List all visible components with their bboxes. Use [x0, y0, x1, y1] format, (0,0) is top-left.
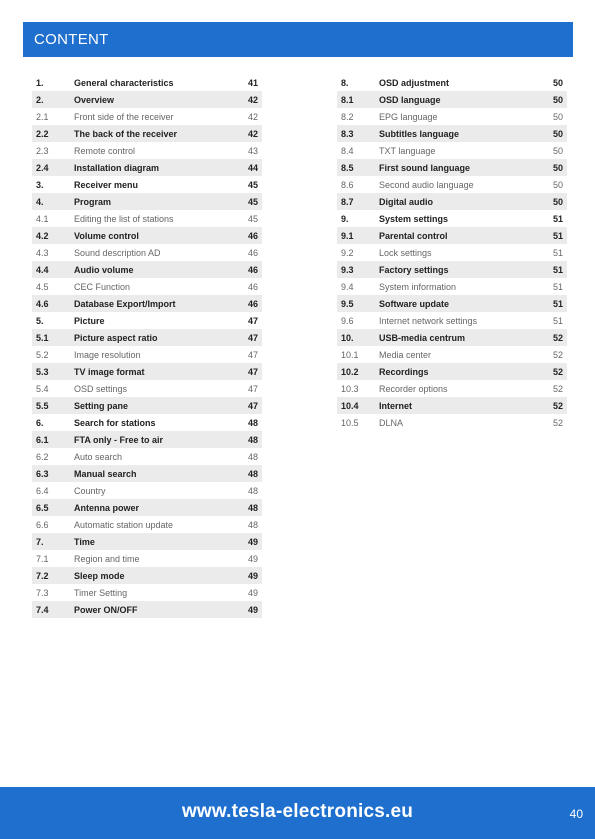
toc-entry-number: 5.3 — [36, 366, 49, 377]
toc-column-left — [32, 74, 262, 618]
toc-entry-page: 51 — [552, 298, 563, 309]
toc-entry-title: Volume control — [74, 230, 139, 241]
toc-entry-number: 7.1 — [36, 553, 49, 564]
toc-entry-number: 5.5 — [36, 400, 49, 411]
toc-entry-page: 52 — [552, 332, 563, 343]
toc-entry-number: 5.1 — [36, 332, 49, 343]
toc-entry-number: 7.2 — [36, 570, 49, 581]
toc-entry — [32, 380, 262, 397]
toc-entry-page: 51 — [552, 281, 563, 292]
toc-entry-page: 47 — [247, 400, 258, 411]
toc-entry — [337, 176, 567, 193]
toc-entry-title: First sound language — [379, 162, 471, 173]
toc-entry — [337, 108, 567, 125]
toc-entry-page: 48 — [247, 519, 258, 530]
toc-entry-title: Overview — [74, 94, 115, 105]
toc-entry-title: OSD adjustment — [379, 77, 450, 88]
toc-entry-title: Software update — [379, 298, 450, 309]
toc-entry — [32, 295, 262, 312]
toc-entry-title: CEC Function — [74, 281, 131, 292]
toc-entry-title: Automatic station update — [74, 519, 174, 530]
toc-entry-number: 7.4 — [36, 604, 49, 615]
toc-entry-title: FTA only - Free to air — [74, 434, 164, 445]
toc-entry-title: Country — [74, 485, 106, 496]
toc-entry-number: 9.5 — [341, 298, 354, 309]
toc-entry-title: Picture aspect ratio — [74, 332, 158, 343]
toc-entry-page: 45 — [247, 196, 258, 207]
toc-entry-number: 6.6 — [36, 519, 49, 530]
toc-entry — [32, 397, 262, 414]
toc-entry-page: 49 — [247, 553, 258, 564]
toc-entry-title: Media center — [379, 349, 432, 360]
toc-entry-title: Second audio language — [379, 179, 474, 190]
toc-entry — [337, 329, 567, 346]
toc-entry-number: 8.1 — [341, 94, 354, 105]
toc-entry — [32, 261, 262, 278]
toc-entry — [32, 584, 262, 601]
toc-entry — [337, 210, 567, 227]
toc-entry-title: Search for stations — [74, 417, 156, 428]
toc-entry-page: 50 — [552, 179, 563, 190]
toc-entry-title: Front side of the receiver — [74, 111, 174, 122]
toc-entry-title: OSD language — [379, 94, 441, 105]
toc-entry-page: 48 — [247, 485, 258, 496]
toc-entry — [32, 193, 262, 210]
toc-entry-number: 5. — [36, 315, 44, 326]
toc-entry — [32, 329, 262, 346]
toc-entry-title: Image resolution — [74, 349, 141, 360]
toc-entry-page: 46 — [247, 298, 258, 309]
toc-entry-page: 42 — [247, 94, 258, 105]
toc-entry-number: 5.2 — [36, 349, 49, 360]
toc-entry — [337, 193, 567, 210]
toc-entry-page: 45 — [247, 179, 258, 190]
toc-entry — [32, 533, 262, 550]
toc-entry — [32, 431, 262, 448]
toc-entry-number: 8.4 — [341, 145, 354, 156]
toc-entry — [337, 91, 567, 108]
toc-entry-title: Timer Setting — [74, 587, 128, 598]
toc-entry — [337, 397, 567, 414]
toc-entry-title: The back of the receiver — [74, 128, 178, 139]
toc-entry-page: 50 — [552, 94, 563, 105]
toc-entry-number: 3. — [36, 179, 44, 190]
toc-entry-title: Power ON/OFF — [74, 604, 138, 615]
toc-entry-number: 9.4 — [341, 281, 354, 292]
toc-entry-page: 50 — [552, 128, 563, 139]
website-url: www.tesla-electronics.eu — [181, 801, 414, 822]
toc-entry — [337, 380, 567, 397]
toc-entry-page: 42 — [247, 128, 258, 139]
toc-entry-number: 8.3 — [341, 128, 354, 139]
toc-entry-page: 46 — [247, 281, 258, 292]
toc-entry-number: 9.1 — [341, 230, 354, 241]
toc-entry-page: 51 — [552, 247, 563, 258]
toc-entry-title: Manual search — [74, 468, 137, 479]
toc-entry — [337, 159, 567, 176]
toc-entry-page: 47 — [247, 383, 258, 394]
toc-entry-page: 51 — [552, 315, 563, 326]
toc-entry — [32, 108, 262, 125]
toc-entry-number: 2.1 — [36, 111, 49, 122]
toc-entry-page: 44 — [247, 162, 258, 173]
toc-entry-title: DLNA — [379, 417, 404, 428]
toc-entry-title: OSD settings — [74, 383, 128, 394]
toc-entry-page: 49 — [247, 587, 258, 598]
toc-entry — [337, 278, 567, 295]
toc-entry-number: 10.2 — [341, 366, 359, 377]
toc-entry — [337, 346, 567, 363]
toc-entry — [32, 567, 262, 584]
toc-entry-page: 51 — [552, 230, 563, 241]
toc-entry-title: TXT language — [379, 145, 436, 156]
toc-entry-title: Region and time — [74, 553, 140, 564]
toc-entry-page: 45 — [247, 213, 258, 224]
toc-entry-number: 10.1 — [341, 349, 359, 360]
toc-entry-title: Audio volume — [74, 264, 134, 275]
toc-entry-page: 48 — [247, 434, 258, 445]
toc-entry-number: 6.4 — [36, 485, 49, 496]
toc-entry — [32, 482, 262, 499]
toc-entry-number: 10.5 — [341, 417, 359, 428]
toc-entry-page: 47 — [247, 332, 258, 343]
toc-entry-title: Editing the list of stations — [74, 213, 174, 224]
toc-entry-number: 8.2 — [341, 111, 354, 122]
toc-entry-number: 8. — [341, 77, 349, 88]
toc-entry-title: Factory settings — [379, 264, 449, 275]
toc-entry-number: 1. — [36, 77, 44, 88]
page-title: CONTENT — [34, 31, 109, 48]
toc-entry-title: System information — [379, 281, 457, 292]
toc-entry-title: Sleep mode — [74, 570, 125, 581]
toc-entry — [32, 210, 262, 227]
toc-entry-title: Recordings — [379, 366, 429, 377]
toc-entry-title: Sound description AD — [74, 247, 161, 258]
toc-entry-page: 48 — [247, 468, 258, 479]
toc-entry — [32, 125, 262, 142]
toc-entry — [32, 550, 262, 567]
toc-entry-title: TV image format — [74, 366, 145, 377]
toc-entry-number: 8.5 — [341, 162, 354, 173]
toc-entry-number: 6.5 — [36, 502, 49, 513]
toc-entry — [32, 91, 262, 108]
toc-entry-page: 49 — [247, 604, 258, 615]
toc-entry-number: 4. — [36, 196, 44, 207]
toc-entry-number: 5.4 — [36, 383, 49, 394]
toc-entry-number: 10. — [341, 332, 354, 343]
toc-entry — [32, 448, 262, 465]
toc-entry-title: Antenna power — [74, 502, 140, 513]
toc-entry-title: Internet — [379, 400, 413, 411]
toc-entry-title: Installation diagram — [74, 162, 160, 173]
toc-entry-title: Remote control — [74, 145, 136, 156]
toc-entry-page: 50 — [552, 196, 563, 207]
toc-entry-number: 4.4 — [36, 264, 49, 275]
page-footer — [0, 787, 595, 839]
toc-entry — [337, 142, 567, 159]
toc-entry-page: 41 — [247, 77, 258, 88]
toc-entry — [32, 346, 262, 363]
toc-entry-title: Auto search — [74, 451, 123, 462]
toc-entry — [337, 414, 567, 431]
toc-entry-number: 6.2 — [36, 451, 49, 462]
toc-entry-page: 47 — [247, 366, 258, 377]
toc-entry-page: 52 — [552, 366, 563, 377]
toc-column-right — [337, 74, 567, 431]
toc-entry-page: 52 — [552, 400, 563, 411]
toc-entry-title: Parental control — [379, 230, 448, 241]
toc-entry-page: 52 — [552, 383, 563, 394]
toc-entry — [32, 227, 262, 244]
toc-entry-page: 50 — [552, 162, 563, 173]
toc-entry — [32, 278, 262, 295]
toc-entry-number: 8.6 — [341, 179, 354, 190]
toc-entry-page: 50 — [552, 145, 563, 156]
toc-entry — [32, 159, 262, 176]
toc-entry-title: Subtitles language — [379, 128, 460, 139]
toc-entry — [337, 261, 567, 278]
toc-entry-page: 46 — [247, 264, 258, 275]
toc-entry-number: 4.3 — [36, 247, 49, 258]
toc-entry-number: 2.3 — [36, 145, 49, 156]
toc-entry-page: 51 — [552, 264, 563, 275]
toc-entry-page: 51 — [552, 213, 563, 224]
toc-entry-number: 6. — [36, 417, 44, 428]
toc-entry-number: 10.3 — [341, 383, 359, 394]
toc-entry-page: 50 — [552, 77, 563, 88]
page-number: 40 — [569, 807, 583, 821]
toc-entry-title: Time — [74, 536, 95, 547]
toc-entry-page: 48 — [247, 451, 258, 462]
toc-entry-page: 46 — [247, 247, 258, 258]
toc-entry-title: USB-media centrum — [379, 332, 466, 343]
toc-entry-title: Picture — [74, 315, 105, 326]
toc-entry — [32, 414, 262, 431]
toc-entry-page: 50 — [552, 111, 563, 122]
toc-entry-title: Recorder options — [379, 383, 448, 394]
toc-entry-title: Digital audio — [379, 196, 433, 207]
toc-entry — [32, 601, 262, 618]
toc-entry-number: 2.2 — [36, 128, 49, 139]
toc-entry-page: 47 — [247, 315, 258, 326]
toc-entry-number: 7.3 — [36, 587, 49, 598]
toc-entry — [32, 312, 262, 329]
toc-entry — [32, 244, 262, 261]
toc-entry-title: Setting pane — [74, 400, 129, 411]
toc-entry-title: EPG language — [379, 111, 438, 122]
toc-entry-title: System settings — [379, 213, 449, 224]
page-header — [23, 22, 573, 57]
toc-entry-number: 2.4 — [36, 162, 49, 173]
toc-entry-page: 49 — [247, 536, 258, 547]
toc-entry-number: 9.6 — [341, 315, 354, 326]
toc-entry-number: 7. — [36, 536, 44, 547]
toc-entry-number: 4.1 — [36, 213, 49, 224]
toc-entry-number: 6.1 — [36, 434, 49, 445]
toc-entry-page: 52 — [552, 417, 563, 428]
toc-entry-title: Receiver menu — [74, 179, 139, 190]
toc-entry-page: 48 — [247, 417, 258, 428]
toc-entry-number: 4.2 — [36, 230, 49, 241]
toc-entry — [32, 499, 262, 516]
toc-entry — [32, 465, 262, 482]
toc-entry-title: Program — [74, 196, 112, 207]
toc-entry — [337, 74, 567, 91]
toc-entry-number: 2. — [36, 94, 44, 105]
toc-entry — [32, 142, 262, 159]
toc-entry-page: 49 — [247, 570, 258, 581]
toc-entry-number: 9.3 — [341, 264, 354, 275]
toc-entry-number: 4.6 — [36, 298, 49, 309]
toc-entry-page: 46 — [247, 230, 258, 241]
toc-entry — [337, 244, 567, 261]
toc-entry — [32, 516, 262, 533]
toc-entry-page: 52 — [552, 349, 563, 360]
toc-entry — [337, 363, 567, 380]
toc-entry — [337, 295, 567, 312]
toc-entry-page: 42 — [247, 111, 258, 122]
toc-entry-number: 4.5 — [36, 281, 49, 292]
toc-entry — [32, 74, 262, 91]
toc-entry-title: Database Export/Import — [74, 298, 176, 309]
toc-entry — [32, 176, 262, 193]
toc-entry — [337, 227, 567, 244]
toc-entry-number: 6.3 — [36, 468, 49, 479]
toc-entry-page: 47 — [247, 349, 258, 360]
toc-entry-title: Lock settings — [379, 247, 432, 258]
toc-entry-number: 8.7 — [341, 196, 354, 207]
toc-entry-number: 10.4 — [341, 400, 359, 411]
toc-entry — [32, 363, 262, 380]
toc-entry-title: General characteristics — [74, 77, 174, 88]
toc-entry-number: 9. — [341, 213, 349, 224]
toc-entry-page: 48 — [247, 502, 258, 513]
toc-entry-number: 9.2 — [341, 247, 354, 258]
toc-entry-title: Internet network settings — [379, 315, 478, 326]
toc-entry — [337, 312, 567, 329]
toc-entry-page: 43 — [247, 145, 258, 156]
toc-entry — [337, 125, 567, 142]
